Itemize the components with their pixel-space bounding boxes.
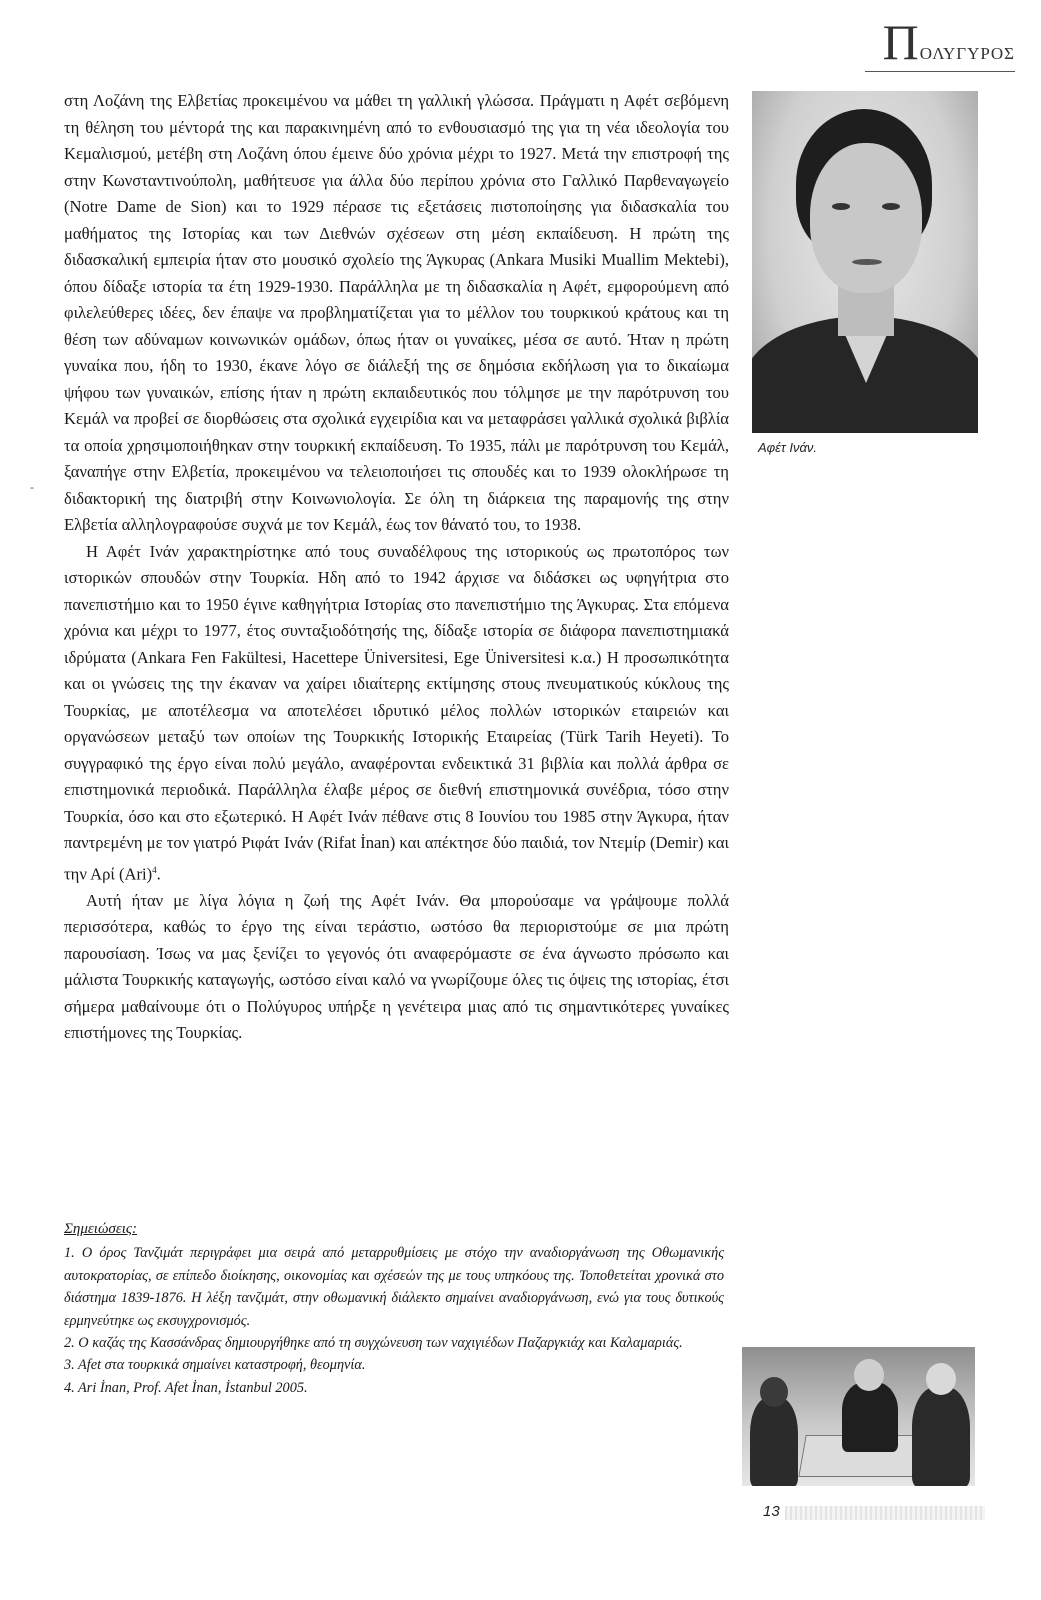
portrait-caption: Αφέτ Ινάν. <box>758 440 817 455</box>
portrait-neck <box>838 286 894 336</box>
portrait-eye-right <box>882 203 900 210</box>
photo-person-right <box>912 1387 970 1486</box>
photo-person-left <box>750 1397 798 1486</box>
article-body <box>64 88 729 1047</box>
photo-person-center <box>842 1382 898 1452</box>
footnotes-heading: Σημειώσεις: <box>64 1221 137 1237</box>
paragraph-3: Αυτή ήταν με λίγα λόγια η ζωή της Αφέτ Ινάν. Θα μπορούσαμε να γράψουμε πολλά περισσότερα, καθώς το έργο της είναι τεράστιο, ωστόσο θα περιοριστούμε σε μια πρώτη παρουσίαση. Ίσως να μας ξενίζει το γεγονός ότι αναφερόμαστε σε ένα άγνωστο πρόσωπο και μάλιστα Τουρκικής καταγωγής, ωστόσο είναι καλό να γνωρίζουμε όλες τις όψεις της ιστορίας, έτσι σήμερα μαθαίνουμε ότι ο Πολύγυρος υπήρξε η γενέτειρα μιας από τις σημαντικότερες γυναίκες επιστήμονες της Τουρκίας. <box>64 890 729 1043</box>
paragraph-2 <box>64 539 729 888</box>
portrait-photo <box>752 91 978 433</box>
footnote-ref-4: 4 <box>152 864 157 875</box>
margin-mark: - <box>30 480 34 494</box>
page-number: 13 <box>763 1503 780 1520</box>
portrait-mouth <box>852 259 882 265</box>
photo-person-left-head <box>760 1377 788 1407</box>
footnote-4: 4. Ari İnan, Prof. Afet İnan, İstanbul 2005. <box>64 1379 308 1396</box>
page-number-texture <box>785 1506 985 1520</box>
paragraph-2-text: Η Αφέτ Ινάν χαρακτηρίστηκε από τους συναδέλφους της ιστορικούς ως πρωτοπόρος των ιστορικών σπουδών στην Τουρκία. Ηδη από το 1942 άρχισε να διδάσκει ως υφηγήτρια στο πανεπιστήμιο και το 1950 έγινε καθηγήτρια Ιστορίας στο πανεπιστήμιο της Άγκυρας. Στα επόμενα χρόνια και μέχρι το 1977, έτος συνταξιοδότησής της, δίδαξε ιστορία σε διάφορα πανεπιστημιακά ιδρύματα (Ankara Fen Fakültesi, Hacettepe Üniversitesi, Ege Üniversitesi κ.α.) Η προσωπικότητα και οι γνώσεις της την έκαναν να χαίρει ιδιαίτερης εκτίμησης στους πνευματικούς κύκλους της Τουρκίας, με αποτέλεσμα να αποτελέσει ιδρυτικό μέλος πολλών ιστορικών εταιρειών και οργανώσεων μεταξύ των οποίων της Τουρκικής Ιστορικής Εταιρείας (Türk Tarih Heyeti). Το συγγραφικό της έργο είναι πολύ μεγάλο, αναφέρονται ενδεικτικά 31 βιβλία και πολλά άρθρα σε επιστημονικά περιοδικά. Παράλληλα έλαβε μέρος σε διεθνή επιστημονικά συνέδρια, τόσο στην Τουρκία, όσο και στο εξωτερικό. Η Αφέτ Ινάν πέθανε στις 8 Ιουνίου του 1985 στην Άγκυρα, ήταν παντρεμένη με τον γιατρό Ριφάτ Ινάν (Rifat İnan) και απέκτησε δύο παιδιά, τον Ντεμίρ (Demir) και την Αρί (Ari) <box>64 541 729 884</box>
group-photo <box>742 1347 975 1486</box>
logo-rest: ΟΛΥΓΥΡΟΣ <box>919 44 1015 63</box>
footnotes <box>64 1218 724 1399</box>
footnote-3: 3. Afet στα τουρκικά σημαίνει καταστροφή, θεομηνία. <box>64 1357 366 1374</box>
photo-person-center-head <box>854 1359 884 1391</box>
masthead <box>882 14 1015 70</box>
footnote-2: 2. Ο καζάς της Κασσάνδρας δημιουργήθηκε από τη συγχώνευση των ναχιγιέδων Παζαργκιάχ και Καλαμαριάς. <box>64 1335 683 1352</box>
footnote-1: 1. Ο όρος Τανζιμάτ περιγράφει μια σειρά από μεταρρυθμίσεις με στόχο την αναδιοργάνωση της Οθωμανικής αυτοκρατορίας, σε επίπεδο διοίκησης, οικονομίας και σχέσεών της με τους υπηκόους της. Τοποθετείται χρονικά στο διάστημα 1839-1876. Η λέξη τανζιμάτ, στην οθωμανική διάλεκτο σημαίνει αναδιοργάνωση, ενώ για τους δυτικούς ερμηνεύτηκε ως εκσυγχρονισμός. <box>64 1245 724 1329</box>
logo-initial: Π <box>882 14 920 70</box>
photo-person-right-head <box>926 1363 956 1395</box>
masthead-rule <box>865 71 1015 72</box>
paragraph-1: στη Λοζάνη της Ελβετίας προκειμένου να μάθει τη γαλλική γλώσσα. Πράγματι η Αφέτ σεβόμενη τη θέληση του μέντορά της και παρακινημένη από το ενθουσιασμό της για τη νέα ιδεολογία του Κεμαλισμού, μετέβη στη Λοζάνη όπου έμεινε δύο χρόνια μέχρι το 1927. Μετά την επιστροφή της στην Κωνσταντινούπολη, μαθήτευσε για άλλα δύο περίπου χρόνια στο Γαλλικό Παρθεναγωγείο (Notre Dame de Sion) και το 1929 πέρασε τις εξετάσεις πιστοποίησης για διδασκαλία του μαθήματος της Ιστορίας και των Διεθνών σχέσεων στη μέση εκπαίδευση. Η πρώτη της διδασκαλική εμπειρία ήταν στο μουσικό σχολείο της Άγκυρας (Ankara Musiki Muallim Mektebi), όπου δίδαξε ιστορία τα έτη 1929-1930. Παράλληλα με τη διδασκαλία η Αφέτ, εμφορούμενη από φιλελεύθερες ιδέες, δεν έπαψε να προβληματίζεται για το μέλλον του τουρκικού κράτους και τη θέση των αδύναμων κοινωνικών ομάδων, όπως ήταν οι γυναίκες, μέσα σε αυτό. Ήταν η πρώτη γυναίκα που, ήδη το 1930, έκανε λόγο σε διάλεξή της σε δημόσια εκδήλωση για το δικαίωμα ψήφου των γυναικών, επίσης ήταν η πρώτη εκπαιδευτικός που τόλμησε με την παρότρυνση του Κεμάλ να προβεί σε διορθώσεις στα σχολικά εγχειρίδια και να μεταφράσει γαλλικά σχολικά βιβλία τα οποία χρησιμοποιήθηκαν στην τουρκική εκπαίδευση. Το 1935, πάλι με παρότρυνση του Κεμάλ, ξαναπήγε στην Ελβετία, προκειμένου να τελειοποιήσει τις σπουδές και το 1939 ολοκλήρωσε τη διδακτορική της διατριβή στην Κοινωνιολογία. Σε όλη τη διάρκεια της παραμονής της στην Ελβετία αλληλογραφούσε συχνά με τον Κεμάλ, έως τον θάνατό του, το 1938. <box>64 91 729 534</box>
paragraph-2-end: . <box>156 864 161 884</box>
portrait-face <box>810 143 922 293</box>
magazine-logo <box>882 14 1015 78</box>
portrait-eye-left <box>832 203 850 210</box>
